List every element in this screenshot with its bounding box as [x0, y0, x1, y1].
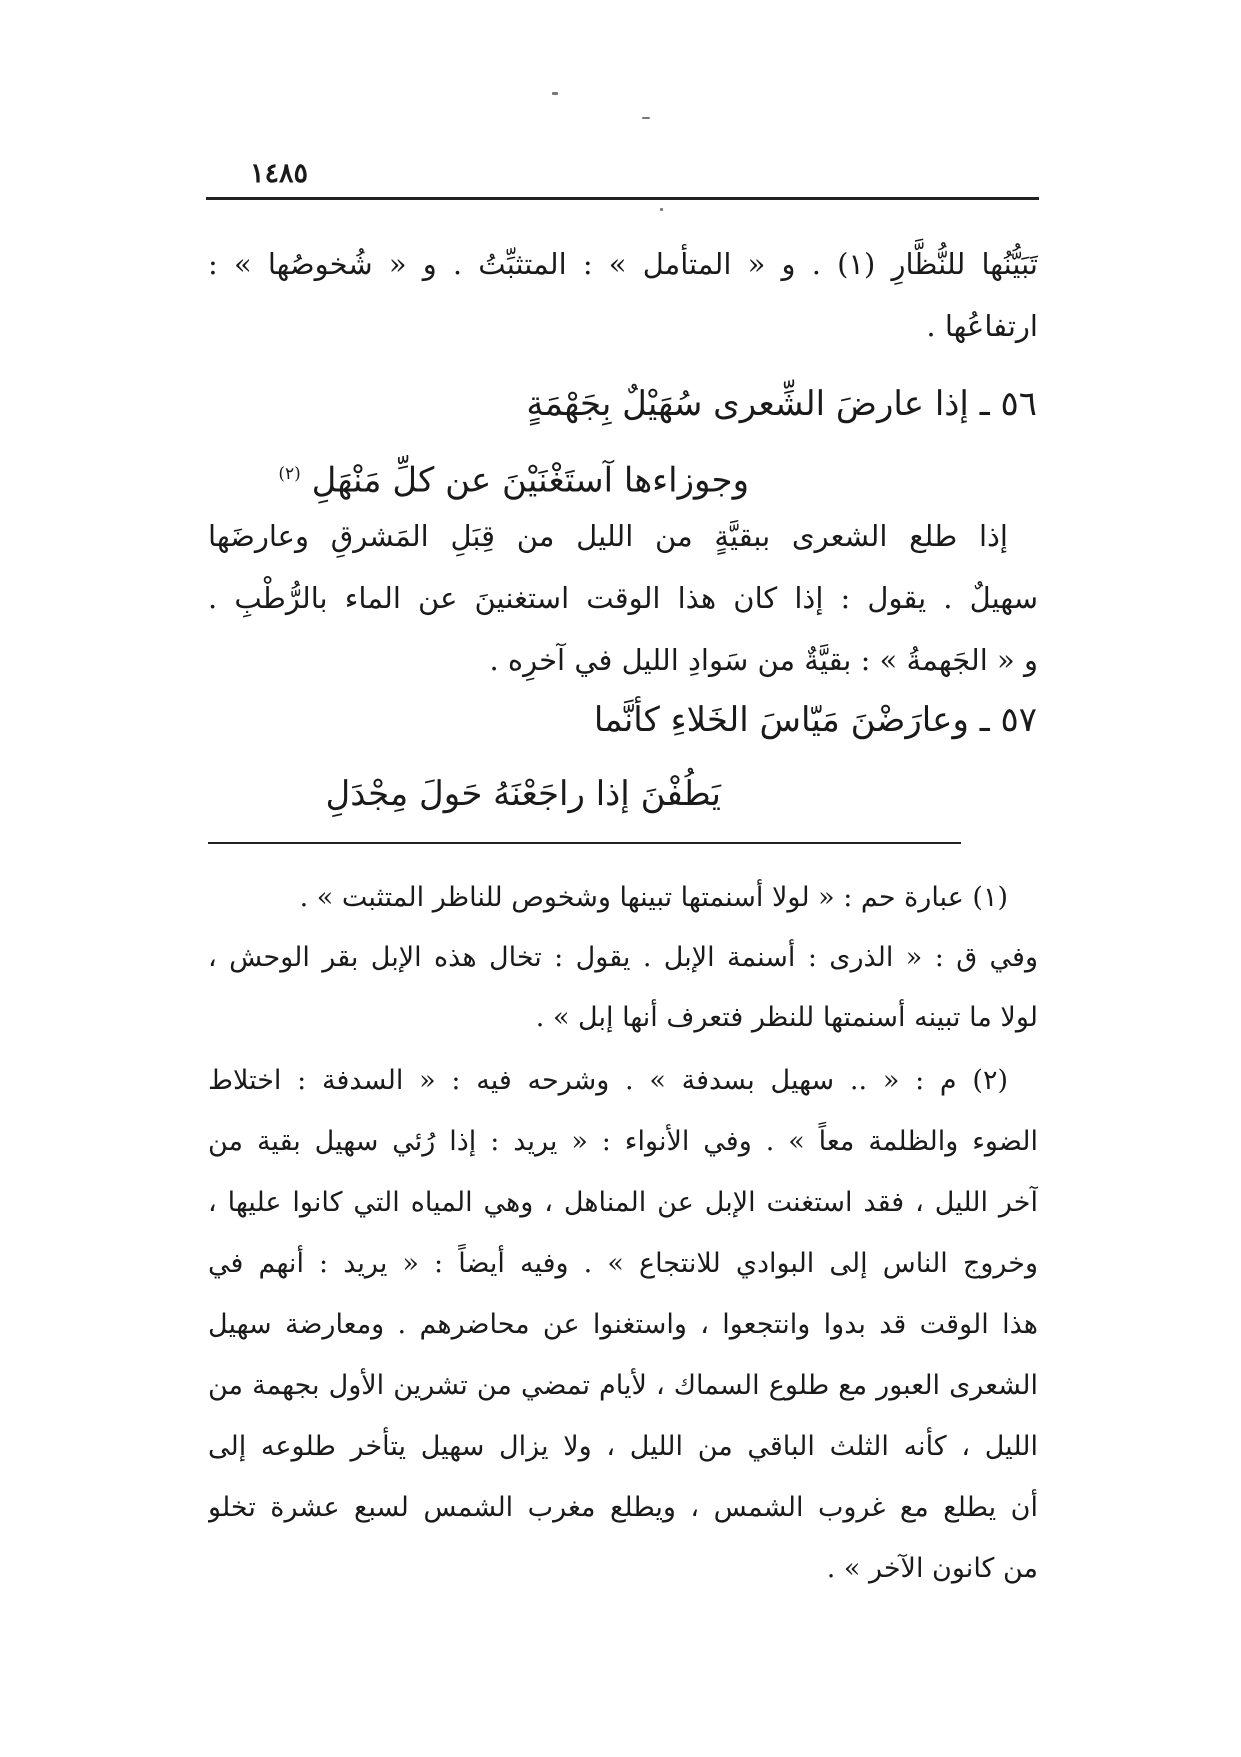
verse-text: إذا عارضَ الشِّعرى سُهَيْلٌ بِجَهْمَةٍ [526, 384, 969, 424]
footnote-line: الشعرى العبور مع طلوع السماك ، لأيام تمضي من تشرين الأول بجهمة من [208, 1370, 1038, 1401]
verse-number: ٥٦ [1000, 384, 1037, 424]
verse-text: وعارَضْنَ مَيّاسَ الخَلاءِ كأنَّما [593, 700, 969, 740]
verse-text: يَطُفْنَ إذا راجَعْنَهُ حَولَ مِجْدَلِ [325, 774, 721, 814]
scan-speck [552, 92, 558, 95]
footnote-rule [208, 842, 961, 844]
footnote-line: آخر الليل ، فقد استغنت الإبل عن المناهل ، وهي المياه التي كانوا عليها ، [208, 1187, 1038, 1218]
verse-56-commentary [208, 505, 1038, 691]
footnote-line: لولا ما تبينه أسنمتها للنظر فتعرف أنها إبل » . [535, 1002, 1038, 1033]
footnote-line: (٢) م : « .. سهيل بسدفة » . وشرحه فيه : « السدفة : اختلاط [208, 1065, 1008, 1096]
verse-dash: ـ [979, 700, 990, 740]
text-line: و « الجَهمةُ » : بقيَّةٌ من سَوادِ الليل في آخرِه . [489, 643, 1038, 677]
text-line: سهيلٌ . يقول : إذا كان هذا الوقت استغنينَ عن الماء بالرُّطْبِ . [208, 581, 1038, 615]
scan-speck [660, 208, 663, 211]
footnote-1 [208, 868, 1038, 1048]
text-line: تَبَيُّنُها للنُّظَّارِ (١) . و « المتأمل » : المتثبِّتُ . و « شُخوصُها » : [208, 247, 1038, 281]
verse-56-second-hemistich [278, 444, 749, 510]
text-line: إذا طلع الشعرى ببقيَّةٍ من الليل من قِبَلِ المَشرقِ وعارضَها [208, 519, 1008, 553]
verse-number: ٥٧ [1000, 700, 1037, 740]
verse-57-second-hemistich [326, 764, 721, 824]
footnote-line: وفي ق : « الذرى : أسنمة الإبل . يقول : تخال هذه الإبل بقر الوحش ، [208, 942, 1038, 973]
footnote-line: هذا الوقت قد بدوا وانتجعوا ، واستغنوا عن محاضرهم . ومعارضة سهيل [208, 1309, 1038, 1340]
footnote-line: الضوء والظلمة معاً » . وفي الأنواء : « يريد : إذا رُئي سهيل بقية من [208, 1126, 1038, 1157]
verse-text: وجوزاءها آستَغْنَيْنَ عن كلِّ مَنْهَلِ [311, 460, 749, 501]
footnote-2 [208, 1050, 1038, 1599]
intro-text [208, 233, 1038, 357]
text-line: ارتفاعُها . [926, 309, 1038, 343]
verse-dash: ـ [979, 384, 990, 424]
scan-speck [642, 117, 650, 119]
footnote-line: وخروج الناس إلى البوادي للانتجاع » . وفيه أيضاً : « يريد : أنهم في [208, 1248, 1038, 1279]
footnote-line: أن يطلع مع غروب الشمس ، ويطلع مغرب الشمس لسبع عشرة تخلو [208, 1492, 1038, 1523]
page-number: ١٤٨٥ [250, 158, 309, 189]
footnote-line: الليل ، كأنه الثلث الباقي من الليل ، ولا يزال سهيل يتأخر طلوعه إلى [208, 1431, 1038, 1462]
footnote-marker: (٢) [278, 464, 301, 484]
footnote-line: من كانون الآخر » . [826, 1553, 1038, 1584]
verse-57-first-hemistich [594, 690, 1037, 750]
header-rule [206, 197, 1039, 200]
verse-56-first-hemistich [526, 374, 1037, 434]
footnote-line: (١) عبارة حم : « لولا أسنمتها تبينها وشخوص للناظر المتثبت » . [299, 882, 1008, 913]
